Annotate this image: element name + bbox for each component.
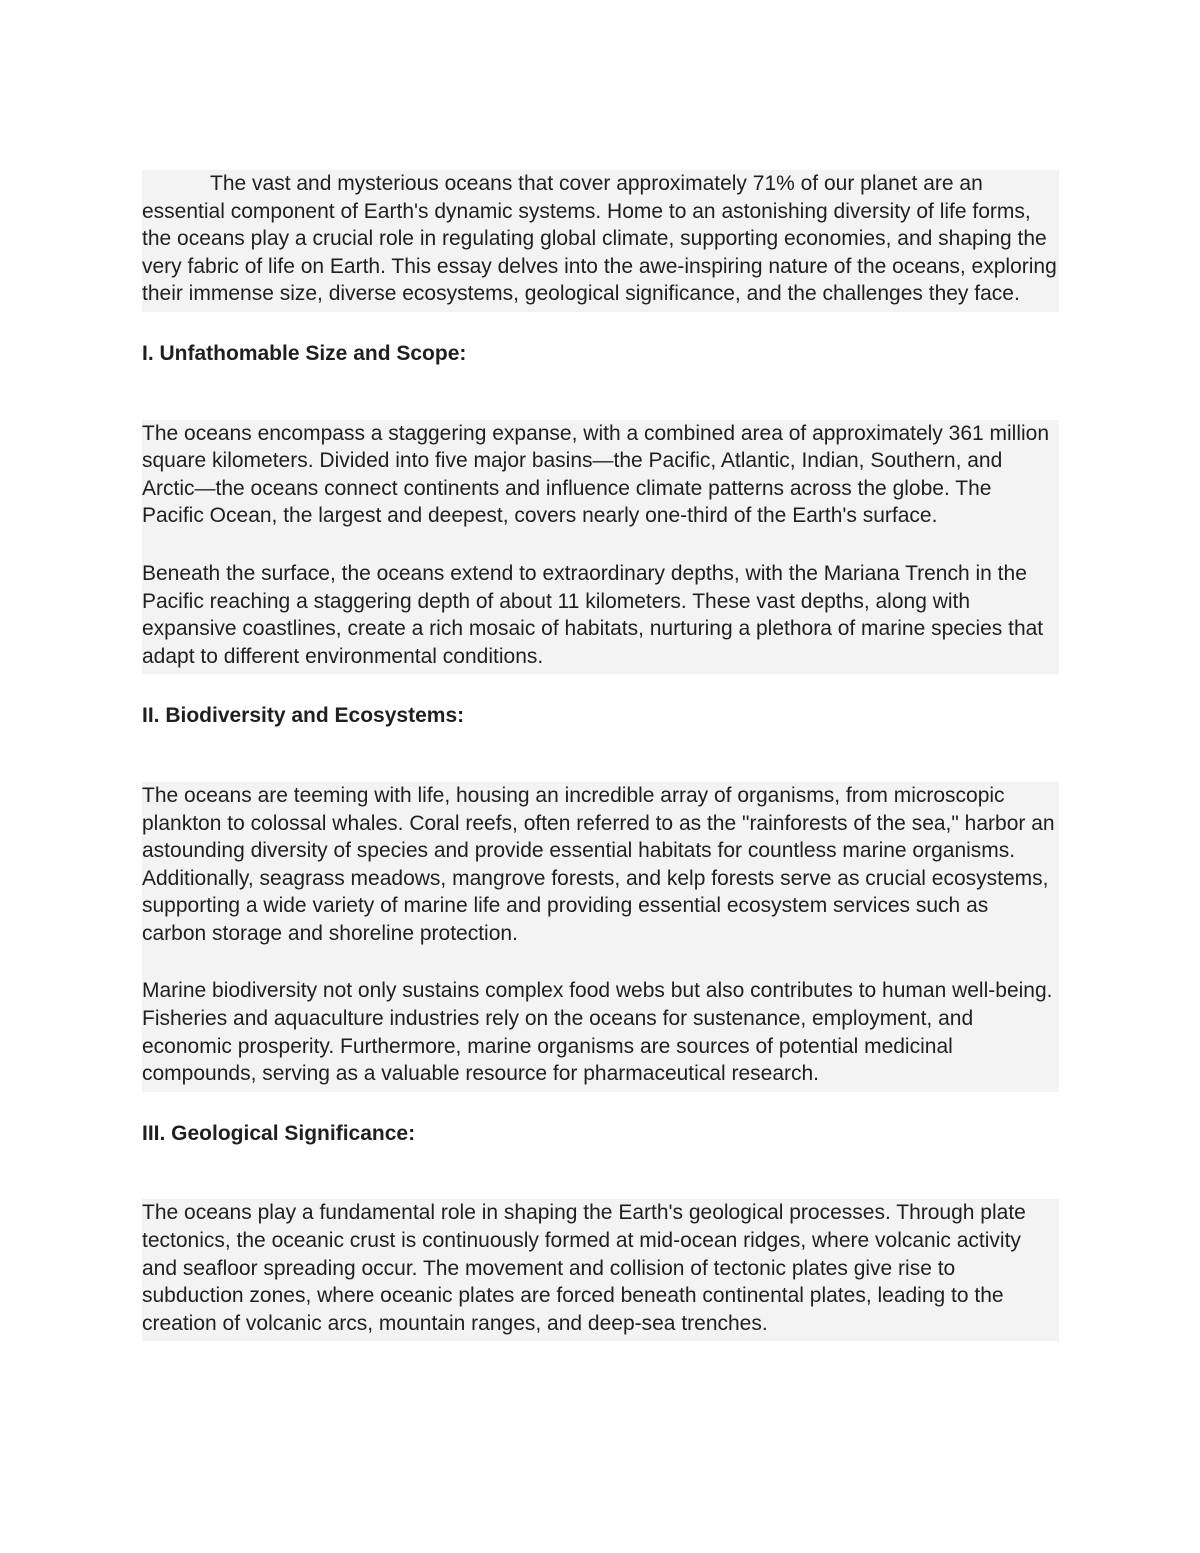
section-heading: III. Geological Significance: xyxy=(142,1121,416,1145)
section-body xyxy=(142,1199,1059,1341)
section-heading: II. Biodiversity and Ecosystems: xyxy=(142,704,465,728)
section-heading: I. Unfathomable Size and Scope: xyxy=(142,341,467,365)
section-body xyxy=(142,782,1059,1092)
body-paragraph: Beneath the surface, the oceans extend to extraordinary depths, with the Mariana Trench in the Pacific reaching a staggering depth of about 11 kilometers. These vast depths, along with expansive coastlines, create a rich mosaic of habitats, nurturing a plethora of marine species that adapt to different environmental conditions. xyxy=(142,560,1059,674)
body-paragraph: Marine biodiversity not only sustains complex food webs but also contributes to human well-being. Fisheries and aquaculture industries rely on the oceans for sustenance, employment, and economic prosperity. Furthermore, marine organisms are sources of potential medicinal compounds, serving as a valuable resource for pharmaceutical research. xyxy=(142,977,1059,1091)
document-page xyxy=(142,170,1059,1341)
intro-paragraph: The vast and mysterious oceans that cover approximately 71% of our planet are an essential component of Earth's dynamic systems. Home to an astonishing diversity of life forms, the oceans play a crucial role in regulating global climate, supporting economies, and shaping the very fabric of life on Earth. This essay delves into the awe-inspiring nature of the oceans, exploring their immense size, diverse ecosystems, geological significance, and the challenges they face. xyxy=(142,170,1059,312)
body-paragraph: The oceans are teeming with life, housing an incredible array of organisms, from microscopic plankton to colossal whales. Coral reefs, often referred to as the "rainforests of the sea," harbor an astounding diversity of species and provide essential habitats for countless marine organisms. Additionally, seagrass meadows, mangrove forests, and kelp forests serve as crucial ecosystems, supporting a wide variety of marine life and providing essential ecosystem services such as carbon storage and shoreline protection. xyxy=(142,782,1059,952)
section-body xyxy=(142,420,1059,675)
body-paragraph: The oceans play a fundamental role in shaping the Earth's geological processes. Through plate tectonics, the oceanic crust is continuously formed at mid-ocean ridges, where volcanic activity and seafloor spreading occur. The movement and collision of tectonic plates give rise to subduction zones, where oceanic plates are forced beneath continental plates, leading to the creation of volcanic arcs, mountain ranges, and deep-sea trenches. xyxy=(142,1199,1059,1341)
body-paragraph: The oceans encompass a staggering expanse, with a combined area of approximately 361 million square kilometers. Divided into five major basins—the Pacific, Atlantic, Indian, Southern, and Arctic—the oceans connect continents and influence climate patterns across the globe. The Pacific Ocean, the largest and deepest, covers nearly one-third of the Earth's surface. xyxy=(142,420,1059,534)
